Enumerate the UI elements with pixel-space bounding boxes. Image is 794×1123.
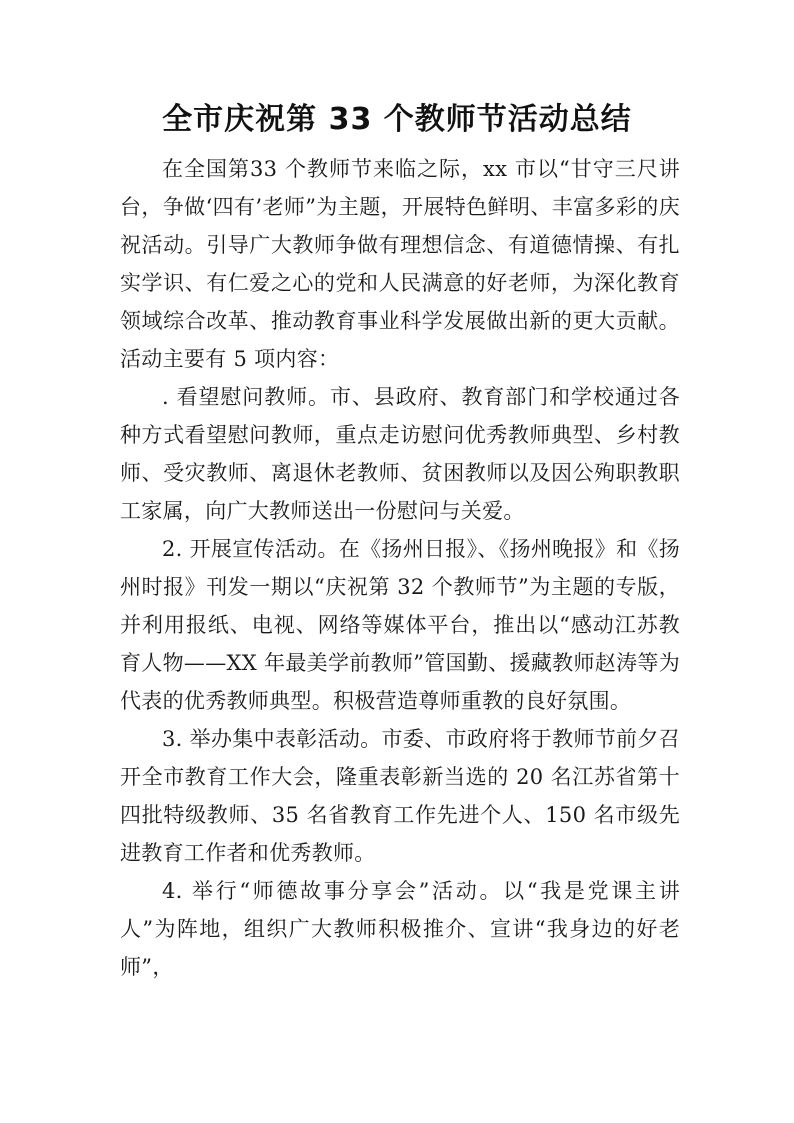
document-title: 全市庆祝第 33 个教师节活动总结 <box>162 102 632 137</box>
paragraph-item-1: . 看望慰问教师。市、县政府、教育部门和学校通过各种方式看望慰问教师，重点走访慰问优秀教师典型、乡村教师、受灾教师、离退休老教师、贫困教师以及因公殉职教职工家属，向广大教师送出一份慰问与关爱。 <box>120 385 680 523</box>
paragraph-item-4: 4. 举行“师德故事分享会”活动。以“我是党课主讲人”为阵地，组织广大教师积极推介、宣讲“我身边的好老师”， <box>120 879 680 979</box>
paragraph-intro: 在全国第33 个教师节来临之际，xx 市以“甘守三尺讲台，争做‘四有’老师”为主题，开展特色鲜明、丰富多彩的庆祝活动。引导广大教师争做有理想信念、有道德情操、有扎实学识、有仁爱之心的党和人民满意的好老师，为深化教育领域综合改革、推动教育事业科学发展做出新的更大贡献。活动主要有 5 项内容： <box>120 157 680 371</box>
paragraph-item-2: 2. 开展宣传活动。在《扬州日报》、《扬州晚报》和《扬州时报》刊发一期以“庆祝第 32 个教师节”为主题的专版，并利用报纸、电视、网络等媒体平台，推出以“感动江苏教育人物——XX 年最美学前教师”管国勤、援藏教师赵涛等为代表的优秀教师典型。积极营造尊师重教的良好氛围。 <box>120 537 680 713</box>
document-body <box>120 150 680 986</box>
paragraph-item-3: 3. 举办集中表彰活动。市委、市政府将于教师节前夕召开全市教育工作大会，隆重表彰新当选的 20 名江苏省第十四批特级教师、35 名省教育工作先进个人、150 名市级先进教育工作者和优秀教师。 <box>120 727 680 865</box>
